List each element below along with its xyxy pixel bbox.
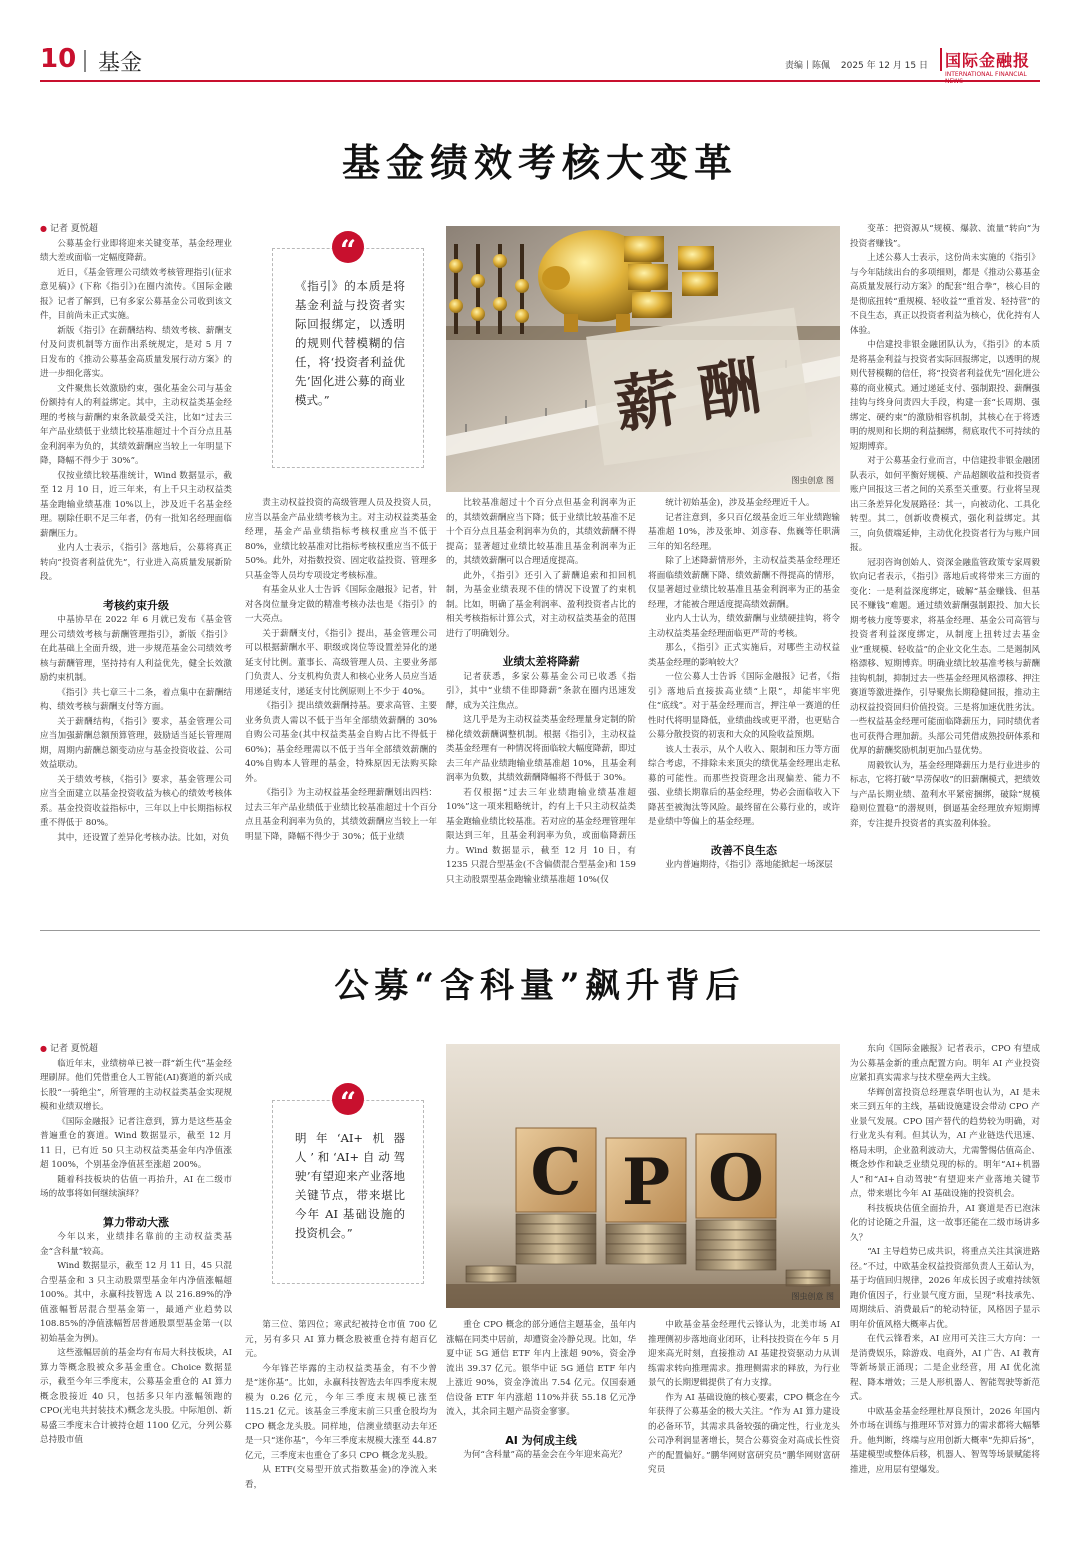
paragraph: 那么，《指引》正式实施后，对哪些主动权益类基金经理的影响较大？ xyxy=(648,643,840,668)
article2-byline: ● 记者 夏悦超 xyxy=(40,1044,98,1054)
article2-col2-paragraphs xyxy=(245,1318,437,1492)
paragraph: 比较基准超过十个百分点但基金利润率为正的，其绩效薪酬应当下降；低于业绩比较基准不足十个百分点且基金利润率为负的，其绩效薪酬不得提高；显著超过业绩比较基准且基金利润率为正的，其绩效薪酬可以合理适度提高。 xyxy=(446,498,636,566)
article1-pull-quote xyxy=(272,234,424,468)
paragraph: 作为 AI 基础设施的核心要素，CPO 概念在今年获得了公募基金的极大关注。“作为 AI 算力建设的必备环节，其需求具备较强的确定性，行业龙头公司净利润显著增长，契合公募资金对高成长性资产的配置偏好。”鹏华网财富研究员”鹏华网财富研究员 xyxy=(648,1392,840,1475)
paragraph: 《指引》为主动权益基金经理薪酬划出四档：过去三年产品业绩低于业绩比较基准超过十个百分点且基金利润率为负的，其绩效薪酬应当较上一年明显下降，降幅不得少于 30%；低于业绩 xyxy=(245,788,437,842)
article1-photo-word: 薪 酬 xyxy=(610,349,766,442)
paragraph: 中欧基金基金经理代云锋认为，北美市场 AI 推理侧初步落地商业闭环，让科技投资在今年 5 月迎来高光时刻，直接推动 AI 基建投资驱动力从训练需求转向推理需求。推理侧需求的释放，为行业景气的长期逻辑提供了有力支撑。 xyxy=(648,1320,840,1388)
paragraph: 其中，还设置了差异化考核办法。比如，对负 xyxy=(57,832,230,843)
article2-title: 公募“含科量”飙升背后 xyxy=(334,966,746,1006)
byline-dot-icon: ● xyxy=(40,224,47,233)
paragraph: 《指引》提出绩效薪酬持基。要求高管、主要业务负责人需以不低于当年全部绩效薪酬的 30%自购公司基金(其中权益类基金自购占比不得低于 60%)；基金经理需以不低于当年全部绩效薪酬的 40%自购本人管理的基金，特殊原因无法购买除外。 xyxy=(245,701,437,784)
cpo-blocks-illustration-icon xyxy=(446,1044,840,1308)
article2-col3-paragraphs xyxy=(446,1318,636,1420)
paragraph: 公募基金行业即将迎来关键变革，基金经理业绩大差或面临一定幅度降薪。 xyxy=(40,238,232,263)
article2-column-2 xyxy=(245,1318,437,1492)
article1-subhead-3: 改善不良生态 xyxy=(711,843,777,857)
article1-column-4 xyxy=(648,496,840,873)
article1-col3-paragraphs xyxy=(446,496,636,641)
quote-mark-icon: “ xyxy=(332,231,364,263)
article2-pull-quote xyxy=(272,1086,424,1284)
article2-col1-paragraphs xyxy=(40,1057,232,1202)
article2-col4-paragraphs xyxy=(648,1318,840,1478)
paragraph: 今年以来，业绩排名靠前的主动权益类基金“含科量”较高。 xyxy=(40,1232,232,1257)
paragraph: 有基金从业人士告诉《国际金融报》记者，针对各岗位量身定做的精准考核办法也是《指引》的一大亮点。 xyxy=(245,585,437,624)
logo-en: INTERNATIONAL FINANCIAL xyxy=(945,71,1027,78)
article2-column-3 xyxy=(446,1318,636,1463)
logo-cn: 国际金融报 xyxy=(940,48,1040,71)
masthead xyxy=(40,40,1040,80)
paragraph: 今年锋芒毕露的主动权益类基金，有不少曾是“迷你基”。比如，永赢科技智选去年四季度末规模为 0.26 亿元，今年三季度末规模已涨至 115.21 亿元。该基金三季度末前三只重仓股均为 CPO 概念龙头股。同样地，信澳业绩驱动去年还是一只“迷你基”，今年三季度末规模大涨至 44.87 亿元，三季度末也重仓了多只 CPO 概念龙头股。 xyxy=(245,1363,437,1461)
paragraph: 此外，《指引》还引入了薪酬追索和扣回机制，为基金业绩表现不佳的情况下设置了约束机制。比如，明确了基金利润率、盈利投资者占比的相关考核指标计算公式，对主动权益类基金的范围进行了明确划分。 xyxy=(446,570,636,639)
article2-column-4 xyxy=(648,1318,840,1478)
paragraph: 为何“含科量”高的基金会在今年迎来高光？ xyxy=(463,1450,627,1460)
paragraph: 文件聚焦长效激励约束，强化基金公司与基金份额持有人的利益绑定。其中，主动权益类基金经理的考核与薪酬约束条款最受关注，比如“过去三年产品业绩低于业绩比较基准超过十个百分点且基金利润率为负的，其绩效薪酬应当较上一年明显下降，降幅不得少于 30%”。 xyxy=(40,383,232,466)
paragraph: 业内普遍期待，《指引》落地能掀起一场深层 xyxy=(665,860,833,870)
salary-illustration-icon xyxy=(446,226,840,492)
byline-dot-icon: ● xyxy=(40,1044,47,1053)
paragraph: 关于薪酬支付，《指引》提出，基金管理公司可以根据薪酬水平、职级或岗位等设置差异化的递延支付比例。董事长、高级管理人员、主要业务部门负责人、分支机构负责人和核心业务人员应当适用递延支付，递延支付比例原则上不少于 40%。 xyxy=(245,628,437,697)
paragraph: Wind 数据显示，截至 12 月 11 日，45 只混合型基金和 3 只主动股票型基金年内净值涨幅超 100%。其中，永赢科技智选 A 以 216.89%的净值涨幅暂居混合型基金第一，最通产业趋势以 108.85%的净值涨幅暂居普通股票型基金第一(以初始基金为例)。 xyxy=(40,1261,232,1344)
photo-letter-c: C xyxy=(530,1135,582,1210)
photo-letter-p: P xyxy=(621,1145,671,1220)
paragraph: 责主动权益投资的高级管理人员及投资人员，应当以基金产品业绩考核为主。对主动权益类基金经理，基金产品业绩指标考核权重应当不低于 80%，业绩比较基准对比指标考核权重应当不低于 50%。此外，对指数投资、固定收益投资、管理多只基金等人员均专项设定考核标准。 xyxy=(245,498,437,581)
paragraph: 临近年末，业绩榜单已被一群“新生代”基金经理刷屏。他们凭借重仓人工智能(AI)赛道的新兴成长股“一骑绝尘”，所管理的主动权益类基金实现规模和业绩双增长。 xyxy=(40,1058,232,1112)
article1-column-3 xyxy=(446,496,636,887)
paragraph: 重仓 CPO 概念的部分通信主题基金，虽年内涨幅在同类中居前，却遭资金冷静兑现。比如，华夏中证 5G 通信 ETF 年内上涨超 90%，资金净流出 39.37 亿元。银华中证 5G 通信 ETF 年内上涨近 90%，资金净流出 7.54 亿元。仅国泰通信设备 ETF 年内涨超 110%并获 55.18 亿元净流入，其余同主题产品资金寥寥。 xyxy=(446,1320,636,1417)
paragraph: 业内人士表示，《指引》落地后，公募将真正转向“投资者利益优先”，行业进入高质量发展新阶段。 xyxy=(40,543,232,582)
header-rule xyxy=(40,80,1040,82)
article1-quote-text: 《指引》的本质是将基金利益与投资者实际回报绑定，以透明的规则代替模糊的信任，将‘投资者利益优先’固化进公募的商业模式。” xyxy=(295,279,405,407)
section-name: 基金 xyxy=(98,51,143,76)
editor-credit: 责编丨陈佩 xyxy=(784,61,830,71)
article1-col1-paragraphs xyxy=(40,237,232,585)
article1-subhead-2: 业绩太差将降薪 xyxy=(502,655,580,668)
paragraph: 该人士表示，从个人收入、限制和压力等方面综合考虑，不排除未来顶尖的绩优基金经理出走私募的可能性。而那些投资理念出现偏差、能力不强、业绩长期靠后的基金经理，势必会面临收入下降甚至被淘汰等风险。最终留在公募行业的，或许是业绩中等偏上的基金经理。 xyxy=(648,744,840,827)
article1-col4-paragraphs xyxy=(648,496,840,830)
article1-photo-credit: 图虫创意 图 xyxy=(791,476,834,485)
article1-subhead-1: 考核约束升级 xyxy=(103,598,169,612)
paragraph: 对于公募基金行业而言，中信建投非银金融团队表示，如何平衡好规模、产品超额收益和投资者账户回报这三者之间的关系至关重要。行业将呈现出三条差异化发展路径：其一，向被动化、工具化转型。其二，创新收费模式，强化利益绑定。其三，向负债端延伸，主动优化投资者行为与账户回报。 xyxy=(850,456,1040,553)
header-meta xyxy=(777,58,928,71)
article1-col1b-paragraphs xyxy=(40,613,232,845)
quote-mark-icon: “ xyxy=(332,1083,364,1115)
paragraph: 冠羽咨询创始人、资深金融监管政策专家周毅钦向记者表示，《指引》落地后或将带来三方面的变化：一是利益深度绑定，破解“基金赚钱、但基民不赚钱”难题。通过绩效薪酬强制跟投、加大长期考核力度等要求，将基金经理、基金公司高管与投资者利益深度绑定，从制度上扭转过去基金业“重规模、轻收益”的企业文化生态。二是遏制风格漂移、短期博弈。明确业绩比较基准考核与薪酬挂钩机制，抑制过去一些基金经理风格漂移、押注赛道等激进操作，引导聚焦长期稳健回报，推动主动权益投资回归价值投资。三是将加速优胜劣汰。一些权益基金经理可能面临降薪压力，同时绩优者也可获得合理加薪。头部公司凭借成熟投研体系和优厚的薪酬奖励机制更加凸显优势。 xyxy=(850,557,1040,756)
article2-column-1 xyxy=(40,1042,232,1448)
paragraph: 近日，《基金管理公司绩效考核管理指引(征求意见稿)》(下称《指引》)在圈内流传。《国际金融报》记者了解到，已有多家公募基金公司收到该文件，目前尚未正式实施。 xyxy=(40,267,232,321)
paragraph: 从 ETF(交易型开放式指数基金)的净流入来看， xyxy=(245,1465,437,1490)
paragraph: 统计初始基金)，涉及基金经理近千人。 xyxy=(665,498,815,508)
paragraph: 若仅根据“过去三年业绩跑输业绩基准超 10%”这一项来粗略统计，约有上千只主动权益类基金跑输业绩比较基准。若对应的基金经理管理年限达到三年，且基金利润率为负，或面临降薪压力。Wind 数据显示，截至 12 月 10 日，有 1235 只混合型基金(不含偏债混合型基金)和 159 只主动股票型基金跑输业绩基准超 10%(仅 xyxy=(446,787,636,885)
article2-column-5 xyxy=(850,1042,1040,1477)
photo-letter-o: O xyxy=(708,1141,764,1216)
paragraph: 关于薪酬结构，《指引》要求，基金管理公司应当加强薪酬总额预算管理，鼓励适当延长管理周期，周期内薪酬总额变动应与基金投资收益、公司效益联动。 xyxy=(40,716,232,770)
paragraph: 在代云锋看来，AI 应用可关注三大方向：一是消费娱乐，除游戏、电商外，AI 广告、AI 教育等新场景正涌现；二是企业经营，用 AI 优化流程、降本增效；三是人形机器人、智能驾驶等新范式。 xyxy=(850,1334,1040,1402)
paragraph: 变革：把资源从“规模、爆款、流量”转向“为投资者赚钱”。 xyxy=(850,224,1040,249)
paragraph: 中基协早在 2022 年 6 月就已发布《基金管理公司绩效考核与薪酬管理指引》，新版《指引》在此基础上全面升级，进一步规范基金公司绩效考核与薪酬管理，坚持持有人利益优先，健全长效激励约束机制。 xyxy=(40,615,232,683)
article1-byline: ● 记者 夏悦超 xyxy=(40,224,98,234)
paragraph: 《国际金融报》记者注意到，算力是这些基金普遍重仓的赛道。Wind 数据显示，截至 12 月 11 日，已有近 50 只主动权益类基金年内净值涨超 100%，个别基金净值甚至涨超 200%。 xyxy=(40,1116,232,1170)
article1-col4b-paragraphs xyxy=(648,858,840,873)
article2-col3b-paragraphs xyxy=(446,1448,636,1463)
article1-photo xyxy=(446,226,840,492)
paragraph: 业内人士认为，绩效薪酬与业绩硬挂钩，将令主动权益类基金经理面临更严苛的考核。 xyxy=(648,614,840,639)
paragraph: 随着科技板块的估值一再抬升，AI 在二级市场的故事将如何继续演绎？ xyxy=(40,1174,232,1199)
paragraph: 记者注意到，多只百亿级基金近三年业绩跑输基准超 10%，涉及张坤、刘彦春、焦巍等任职满三年的知名经理。 xyxy=(648,512,840,552)
article2-quote-text: 明年‘AI+机器人’和‘AI+自动驾驶’有望迎来产业落地关键节点，带来堪比今年 AI 基础设施的投资机会。” xyxy=(295,1131,405,1240)
article1-column-1 xyxy=(40,222,232,845)
article2-photo-credit: 图虫创意 图 xyxy=(791,1292,834,1301)
paragraph: 华辉创富投资总经理袁华明也认为，AI 是未来三到五年的主线，基础设施建设会带动 CPO 产业景气发展。CPO 国产替代的趋势较为明确，对行业龙头有利。但其认为，AI 产业链迭代迅速、格局未明，企业盈利波动大，尤需警惕估值高企、概念炒作和缺乏业绩兑现的标的。明年“AI+机器人”和“AI+自动驾驶”有望迎来产业落地关键节点，带来堪比今年 AI 基础设施的投资机会。 xyxy=(850,1087,1040,1199)
paragraph: 记者获悉，多家公募基金公司已收悉《指引》，其中“业绩不佳即降薪”条款在圈内迅速发酵，成为关注焦点。 xyxy=(446,671,636,711)
paragraph: 除了上述降薪情形外，主动权益类基金经理还将面临绩效薪酬下降、绩效薪酬不得提高的情形，仅显著超过业绩比较基准且基金利润率为正的基金经理，才能被合理适度提高绩效薪酬。 xyxy=(648,556,840,610)
article2-col1b-paragraphs xyxy=(40,1230,232,1448)
paragraph: 上述公募人士表示，这份尚未实施的《指引》与今年陆续出台的多项细则，都是《推动公募基金高质量发展行动方案》的配套“组合拳”，核心目的是彻底扭转“重规模、轻收益”“重首发、轻持营”的不良生态，真正以投资者利益为核心，优化持有人体验。 xyxy=(850,253,1040,336)
article2-photo xyxy=(446,1044,840,1308)
article1-col5-paragraphs xyxy=(850,222,1040,831)
paragraph: “AI 主导趋势已成共识，将重点关注其演进路径。”不过，中欧基金权益投资部负责人王茹认为，基于均值回归规律，2026 年成长因子或难持续领跑价值因子，行业景气度方面，呈现“科技承先、周期续后、消费最后”的轮动特征，风格因子显示明年价值风格大概率占优。 xyxy=(850,1247,1040,1330)
paragraph: 一位公募人士告诉《国际金融报》记者，《指引》落地后直接拔高业绩“上限”，却能牢牢兜住“底线”。对于基金经理而言，押注单一赛道的任性时代将明显降低，业绩曲线或更平滑，也更贴合公募分散投资的初衷和大众的风险收益预期。 xyxy=(648,672,840,740)
paragraph: 《指引》共七章三十二条，着点集中在薪酬结构、绩效考核与薪酬支付等方面。 xyxy=(40,687,232,712)
article2-subhead-2: AI 为何成主线 xyxy=(505,1433,577,1447)
article2-col5-paragraphs xyxy=(850,1042,1040,1477)
page-number: 10 xyxy=(40,44,77,74)
paragraph: 仅按业绩比较基准统计，Wind 数据显示，截至 12 月 10 日，近三年来，有上千只主动权益类基金跑输业绩基准 10%以上，涉及近千名基金经理。剔除任职不足三年者，仍有一批知名经理面临薪酬压力。 xyxy=(40,470,232,539)
paragraph: 中欧基金基金经理杜厚良预计，2026 年国内外市场在训练与推理环节对算力的需求都将大幅攀升。他判断，终端与应用创新大概率“先抑后扬”，基建模型或整体后移，机器人、智驾等场景赋能将推进，应用层有望爆发。 xyxy=(850,1406,1040,1475)
paragraph: 第三位、第四位；寒武纪被持仓市值 700 亿元，另有多只 AI 算力概念股被重仓持有超百亿元。 xyxy=(245,1320,437,1359)
paragraph: 东向《国际金融报》记者表示，CPO 有望成为公募基金新的重点配置方向。明年 AI 产业投资应紧扣真实需求与技术壁垒两大主线。 xyxy=(850,1044,1040,1083)
article1-column-2 xyxy=(245,496,437,844)
article-divider xyxy=(40,930,1040,931)
article1-column-5 xyxy=(850,222,1040,831)
paragraph: 新版《指引》在薪酬结构、绩效考核、薪酬支付及问责机制等方面作出系统规定，是对 5 月 7 日发布的《推动公募基金高质量发展行动方案》的进一步细化落实。 xyxy=(40,325,232,379)
paragraph: 周毅钦认为，基金经理降薪压力是行业进步的标志，它将打破“旱涝保收”的旧薪酬模式，把绩效与产品长期业绩、盈利水平紧密捆绑，破除“规模稳则位置稳”的潜规则，倒逼基金经理放弃短期博弈，专注提升投资者的真实盈利体验。 xyxy=(850,760,1040,829)
paragraph: 科技板块估值全面抬升，AI 赛道是否已泡沫化的讨论随之升温，这一故事还能在二级市场讲多久？ xyxy=(850,1203,1040,1243)
article1-col3b-paragraphs xyxy=(446,670,636,888)
issue-date: 2025 年 12 月 15 日 xyxy=(840,61,928,71)
paragraph: 这几乎是为主动权益类基金经理量身定制的阶梯化绩效薪酬调整机制。根据《指引》，主动权益类基金经理有一种情况将面临较大幅度降薪，即过去三年产品业绩跑输业绩基准超 10%，且基金利润率为负数，其绩效薪酬降幅将不得低于 30%。 xyxy=(446,715,636,783)
paragraph: 关于绩效考核，《指引》要求，基金管理公司应当全面建立以基金投资收益为核心的绩效考核体系。基金投资收益指标中，三年以上中长期指标权重不得低于 80%。 xyxy=(40,774,232,828)
paragraph: 这些涨幅居前的基金均有布局大科技板块，AI 算力等概念股被众多基金重仓。Choice 数据显示，截至今年三季度末，公募基金重仓的 AI 算力概念股接近 40 只，包括多只年内涨幅领跑的 CPO(光电共封装技术)概念龙头股。中际旭创、新易盛三季度末合计被持仓超 1100 亿元，分列公募总持股市值 xyxy=(40,1348,232,1445)
article2-subhead-1: 算力带动大涨 xyxy=(103,1215,169,1229)
article1-col2-paragraphs xyxy=(245,496,437,844)
header-separator xyxy=(84,50,86,72)
article1-title: 基金绩效考核大变革 xyxy=(341,140,738,185)
paragraph: 中信建投非银金融团队认为，《指引》的本质是将基金利益与投资者实际回报绑定，以透明的规则代替模糊的信任，将“投资者利益优先”固化进公募的商业模式。通过递延支付、强制跟投、薪酬强挂钩与终身问责四大手段，构建一套“长周期、强绑定、硬约束”的激励相容机制，其核心在于将透明的规则和长期的利益捆绑，彻底取代不可持续的短期博弈。 xyxy=(850,340,1040,452)
